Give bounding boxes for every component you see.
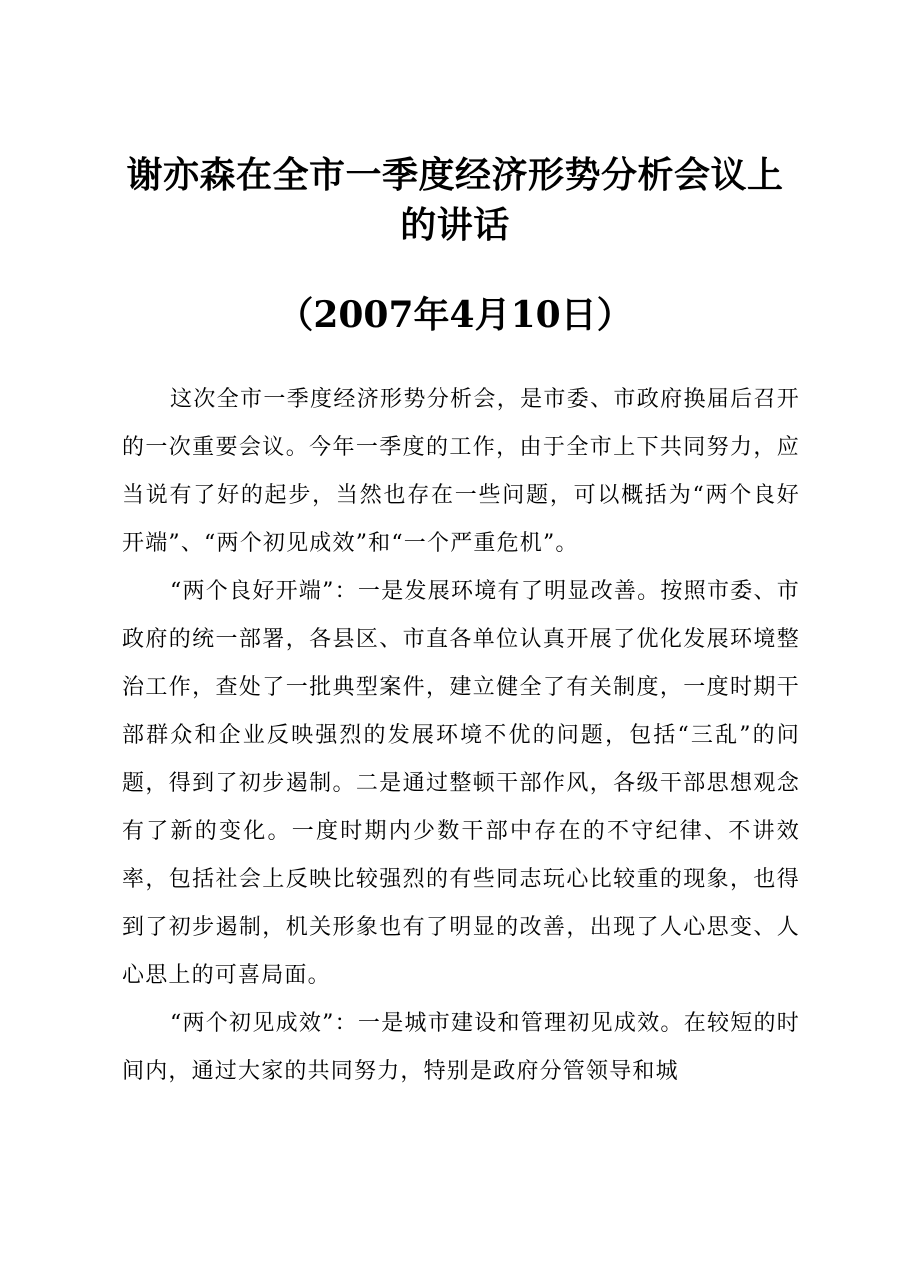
body-paragraph: “两个初见成效”：一是城市建设和管理初见成效。在较短的时间内，通过大家的共同努力，特别是政府分管领导和城 bbox=[122, 1011, 800, 1084]
document-date: （2007年4月10日） bbox=[277, 294, 633, 336]
body-paragraph: “两个良好开端”：一是发展环境有了明显改善。按照市委、市政府的统一部署，各县区、市直各单位认真开展了优化发展环境整治工作，查处了一批典型案件，建立健全了有关制度，一度时期干部群众和企业反映强烈的发展环境不优的问题，包括“三乱”的问题，得到了初步遏制。二是通过整顿干部作风，各级干部思想观念有了新的变化。一度时期内少数干部中存在的不守纪律、不讲效率，包括社会上反映比较强烈的有些同志玩心比较重的现象，也得到了初步遏制，机关形象也有了明显的改善，出现了人心思变、人心思上的可喜局面。 bbox=[122, 579, 800, 988]
document-body bbox=[122, 376, 800, 1096]
document-title: 谢亦森在全市一季度经济形势分析会议上的讲话 bbox=[126, 154, 784, 246]
body-paragraph: 这次全市一季度经济形势分析会，是市委、市政府换届后召开的一次重要会议。今年一季度的工作，由于全市上下共同努力，应当说有了好的起步，当然也存在一些问题，可以概括为“两个良好开端”、“两个初见成效”和“一个严重危机”。 bbox=[122, 387, 800, 556]
